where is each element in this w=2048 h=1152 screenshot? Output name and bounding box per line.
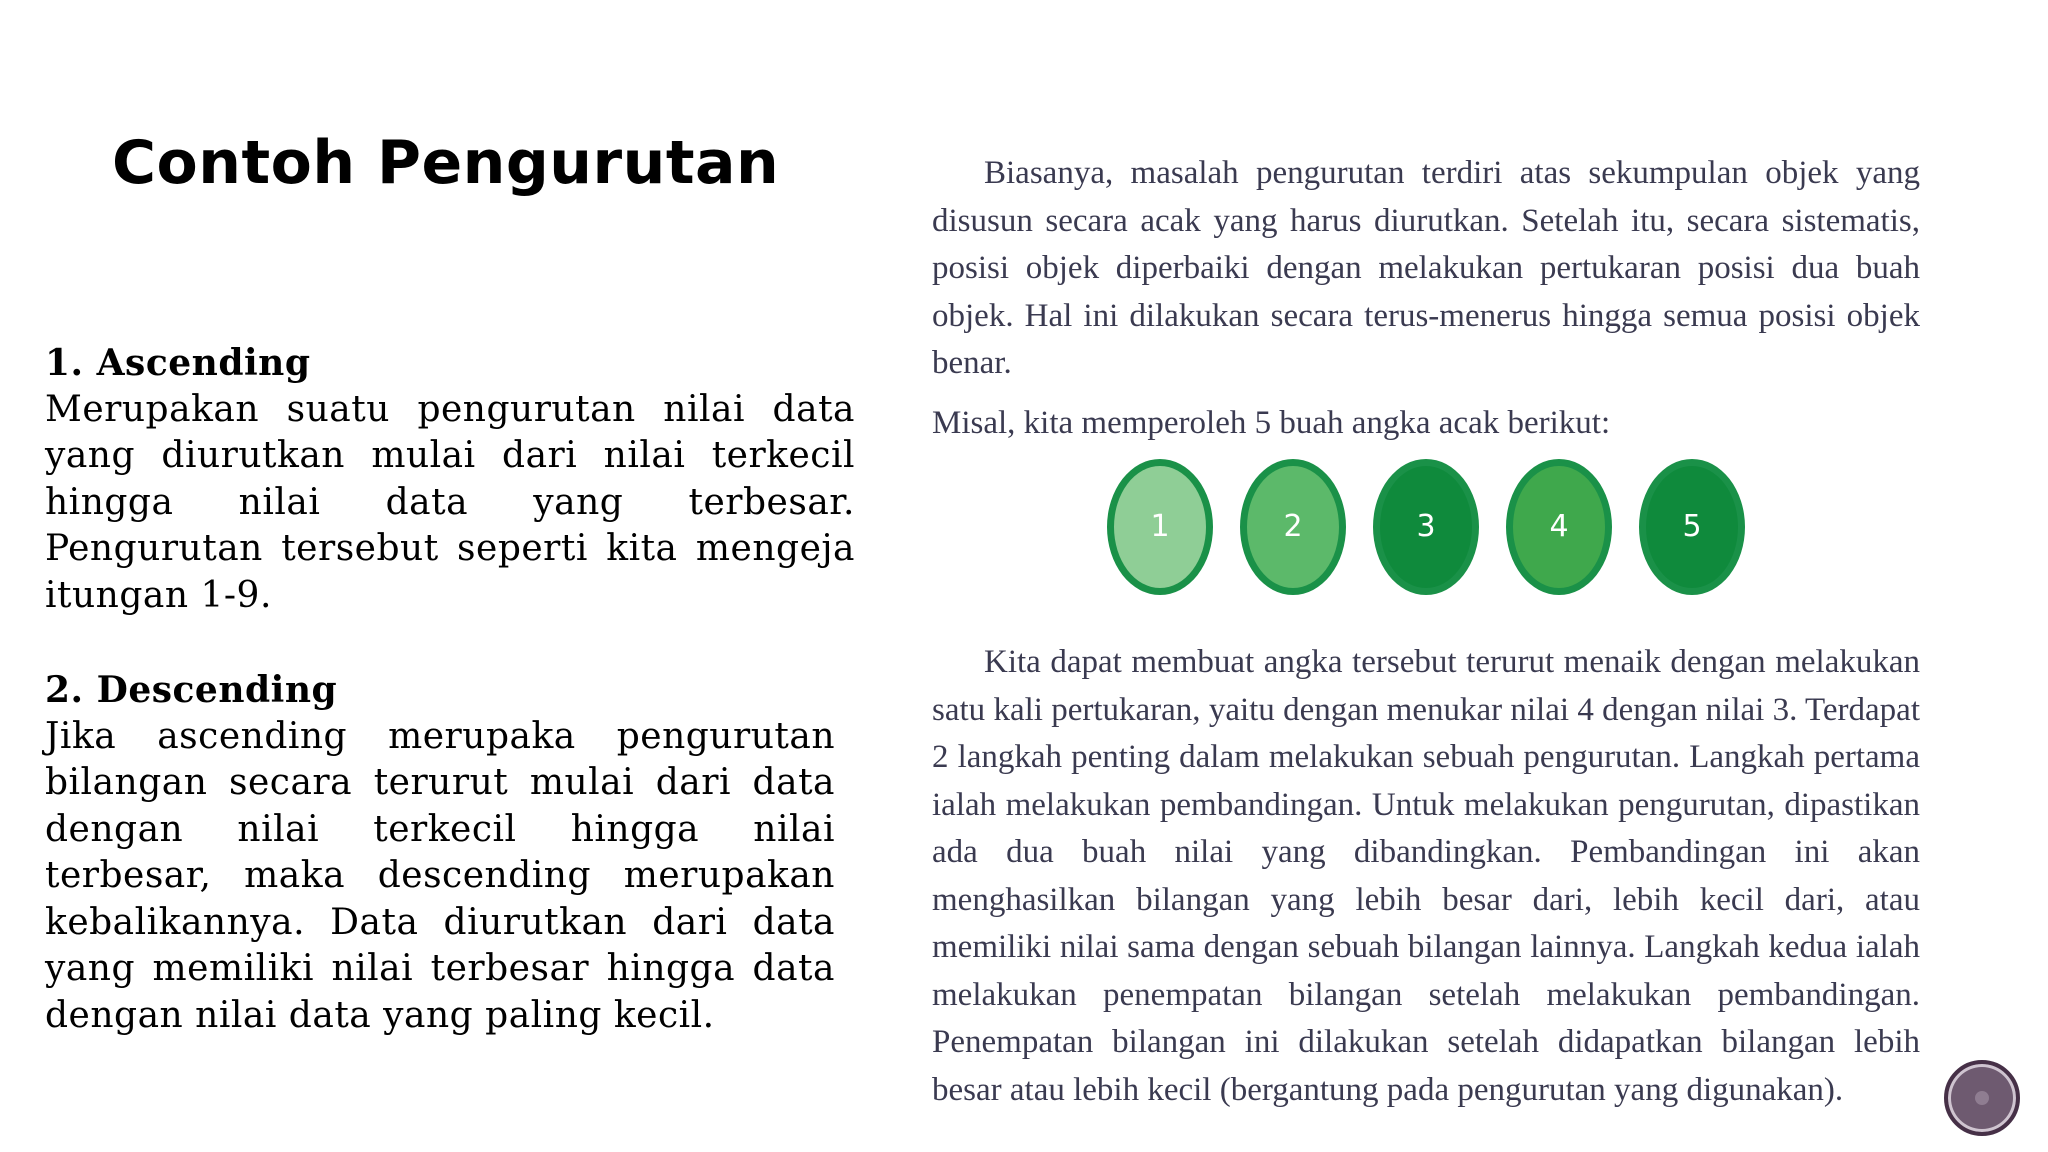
- number-circle-label: 2: [1283, 509, 1303, 545]
- slide-nav-button[interactable]: [1944, 1060, 2020, 1136]
- descending-heading: 2. Descending: [45, 669, 338, 711]
- descending-block: [45, 667, 835, 1039]
- number-circle-label: 1: [1150, 509, 1170, 545]
- ascending-heading: 1. Ascending: [45, 342, 311, 384]
- number-circle-label: 4: [1549, 509, 1569, 545]
- number-circle: [1639, 459, 1745, 595]
- ascending-text: Merupakan suatu pengurutan nilai data yang diurutkan mulai dari nilai terkecil hingga nilai data yang terbesar. Pengurutan tersebut seperti kita mengeja itungan 1-9.: [45, 388, 855, 616]
- explanation-paragraph: Kita dapat membuat angka tersebut terurut menaik dengan melakukan satu kali pertukaran, yaitu dengan menukar nilai 4 dengan nilai 3. Terdapat 2 langkah penting dalam melakukan sebuah pengurutan. Langkah pertama ialah melakukan pembandingan. Untuk melakukan pengurutan, dipastikan ada dua buah nilai yang dibandingkan. Pembandingan ini akan menghasilkan bilangan yang lebih besar dari, lebih kecil dari, atau memiliki nilai sama dengan sebuah bilangan lainnya. Langkah kedua ialah melakukan penempatan bilangan setelah melakukan pembandingan. Penempatan bilangan ini dilakukan setelah didapatkan bilangan lebih besar atau lebih kecil (bergantung pada pengurutan yang digunakan).: [932, 644, 1920, 1108]
- number-circle: [1107, 459, 1213, 595]
- left-column: [45, 340, 855, 1039]
- number-circle-label: 3: [1416, 509, 1436, 545]
- intro-paragraph: Biasanya, masalah pengurutan terdiri atas sekumpulan objek yang disusun secara acak yang harus diurutkan. Setelah itu, secara sistematis, posisi objek diperbaiki dengan melakukan pertukaran posisi dua buah objek. Hal ini dilakukan secara terus-menerus hingga semua posisi objek benar.: [932, 155, 1920, 381]
- number-circle-label: 5: [1682, 509, 1702, 545]
- ascending-block: [45, 340, 855, 619]
- slide-title: Contoh Pengurutan: [112, 128, 780, 198]
- example-paragraph: Misal, kita memperoleh 5 buah angka acak berikut:: [932, 404, 1611, 441]
- number-circle: [1240, 459, 1346, 595]
- number-circle: [1506, 459, 1612, 595]
- number-circles: [932, 459, 1920, 639]
- circle-nav-icon: [1975, 1091, 1989, 1105]
- descending-text: Jika ascending merupaka pengurutan bilangan secara terurut mulai dari data dengan nilai terkecil hingga nilai terbesar, maka descending merupakan kebalikannya. Data diurutkan dari data yang memiliki nilai terbesar hingga data dengan nilai data yang paling kecil.: [45, 715, 835, 1036]
- number-circle: [1373, 459, 1479, 595]
- right-column: [932, 150, 1920, 1114]
